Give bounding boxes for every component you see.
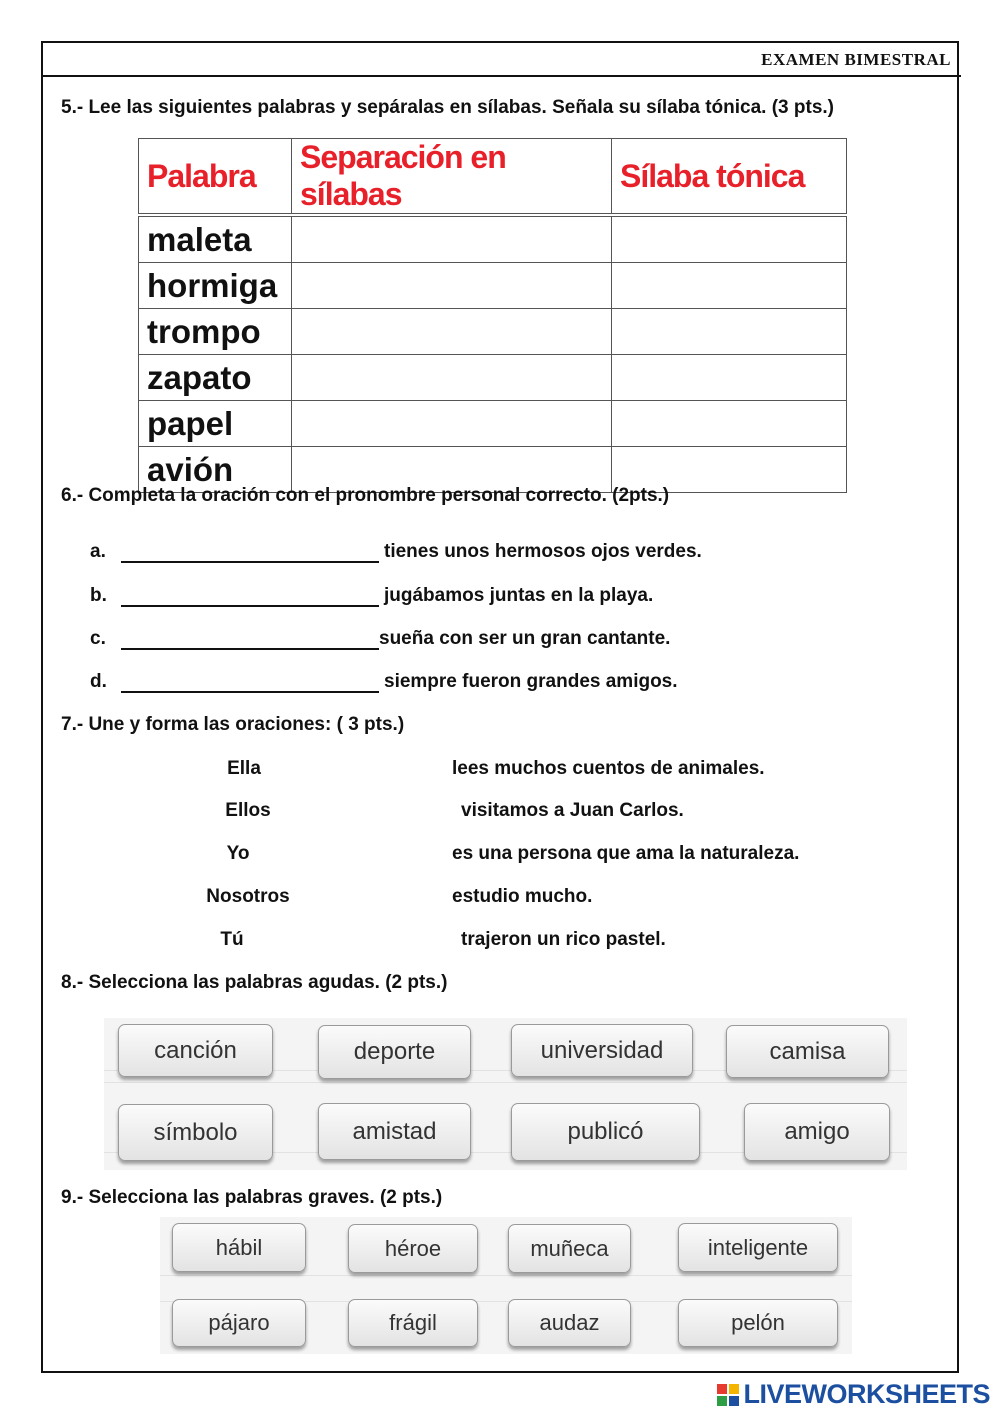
q5-title: 5.- Lee las siguientes palabras y sepáralas en sílabas. Señala su sílaba tónica. (3 pts.) <box>61 97 835 118</box>
word-option-button[interactable]: pájaro <box>172 1299 306 1347</box>
q8-title: 8.- Selecciona las palabras agudas. (2 pts.) <box>61 972 448 993</box>
stressed-syllable-input-cell[interactable] <box>612 215 847 263</box>
syllable-table <box>138 138 847 493</box>
word-cell: maleta <box>139 215 292 263</box>
word-option-button[interactable]: audaz <box>508 1299 631 1347</box>
item-text: siempre fueron grandes amigos. <box>384 671 678 692</box>
table-row <box>139 401 847 447</box>
match-left-item[interactable]: Tú <box>220 929 244 950</box>
item-text: jugábamos juntas en la playa. <box>384 585 654 606</box>
blank-input[interactable] <box>121 541 379 563</box>
word-cell: zapato <box>139 355 292 401</box>
word-option-button[interactable]: símbolo <box>118 1104 273 1161</box>
match-right-item[interactable]: visitamos a Juan Carlos. <box>461 800 684 821</box>
fill-blank-item <box>90 541 702 563</box>
word-cell: avión <box>139 447 292 493</box>
match-left-item[interactable]: Ellos <box>225 800 271 821</box>
q7-title: 7.- Une y forma las oraciones: ( 3 pts.) <box>61 714 405 735</box>
syllables-input-cell[interactable] <box>292 215 612 263</box>
table-row <box>139 355 847 401</box>
word-option-button[interactable]: muñeca <box>508 1224 631 1273</box>
table-row <box>139 215 847 263</box>
word-option-button[interactable]: camisa <box>726 1025 889 1078</box>
item-letter: d. <box>90 671 107 692</box>
match-left-item[interactable]: Nosotros <box>206 886 290 907</box>
exam-title: EXAMEN BIMESTRAL <box>761 50 951 69</box>
stressed-syllable-input-cell[interactable] <box>612 355 847 401</box>
header-divider <box>41 75 961 77</box>
match-right-item[interactable]: estudio mucho. <box>452 886 593 907</box>
word-cell: papel <box>139 401 292 447</box>
item-letter: b. <box>90 585 107 606</box>
blank-input[interactable] <box>121 671 379 693</box>
syllables-input-cell[interactable] <box>292 309 612 355</box>
fill-blank-item <box>90 671 678 693</box>
stressed-syllable-input-cell[interactable] <box>612 263 847 309</box>
q6-title: 6.- Completa la oración con el pronombre personal correcto. (2pts.) <box>61 485 670 506</box>
liveworksheets-logo <box>717 1379 990 1410</box>
table-row <box>139 263 847 309</box>
word-cell: trompo <box>139 309 292 355</box>
word-option-button[interactable]: canción <box>118 1024 273 1077</box>
item-letter: a. <box>90 541 106 562</box>
word-option-button[interactable]: inteligente <box>678 1223 838 1272</box>
word-option-button[interactable]: hábil <box>172 1223 306 1272</box>
match-right-item[interactable]: trajeron un rico pastel. <box>461 929 666 950</box>
word-option-button[interactable]: publicó <box>511 1103 700 1161</box>
word-cell: hormiga <box>139 263 292 309</box>
stressed-syllable-input-cell[interactable] <box>612 401 847 447</box>
blank-input[interactable] <box>121 585 379 607</box>
word-option-button[interactable]: amistad <box>318 1103 471 1160</box>
syllables-input-cell[interactable] <box>292 263 612 309</box>
match-right-item[interactable]: lees muchos cuentos de animales. <box>452 758 765 779</box>
fill-blank-item <box>90 628 670 650</box>
syllables-input-cell[interactable] <box>292 355 612 401</box>
item-text: sueña con ser un gran cantante. <box>379 628 671 649</box>
match-left-item[interactable]: Ella <box>227 758 261 779</box>
item-text: tienes unos hermosos ojos verdes. <box>384 541 702 562</box>
word-option-button[interactable]: universidad <box>511 1024 693 1077</box>
item-letter: c. <box>90 628 106 649</box>
word-option-button[interactable]: frágil <box>348 1299 478 1347</box>
table-row <box>139 309 847 355</box>
word-option-button[interactable]: pelón <box>678 1299 838 1347</box>
word-option-button[interactable]: deporte <box>318 1025 471 1079</box>
fill-blank-item <box>90 585 653 607</box>
header-silaba-tonica: Sílaba tónica <box>612 139 847 216</box>
match-right-item[interactable]: es una persona que ama la naturaleza. <box>452 843 800 864</box>
stressed-syllable-input-cell[interactable] <box>612 309 847 355</box>
header-palabra: Palabra <box>139 139 292 216</box>
word-option-button[interactable]: héroe <box>348 1224 478 1273</box>
logo-text: LIVEWORKSHEETS <box>743 1379 990 1409</box>
word-option-button[interactable]: amigo <box>744 1103 890 1161</box>
match-left-item[interactable]: Yo <box>226 843 250 864</box>
q9-title: 9.- Selecciona las palabras graves. (2 pts.) <box>61 1187 443 1208</box>
logo-squares-icon <box>717 1384 739 1406</box>
header-separacion: Separación en sílabas <box>292 139 612 216</box>
blank-input[interactable] <box>121 628 379 650</box>
syllables-input-cell[interactable] <box>292 401 612 447</box>
